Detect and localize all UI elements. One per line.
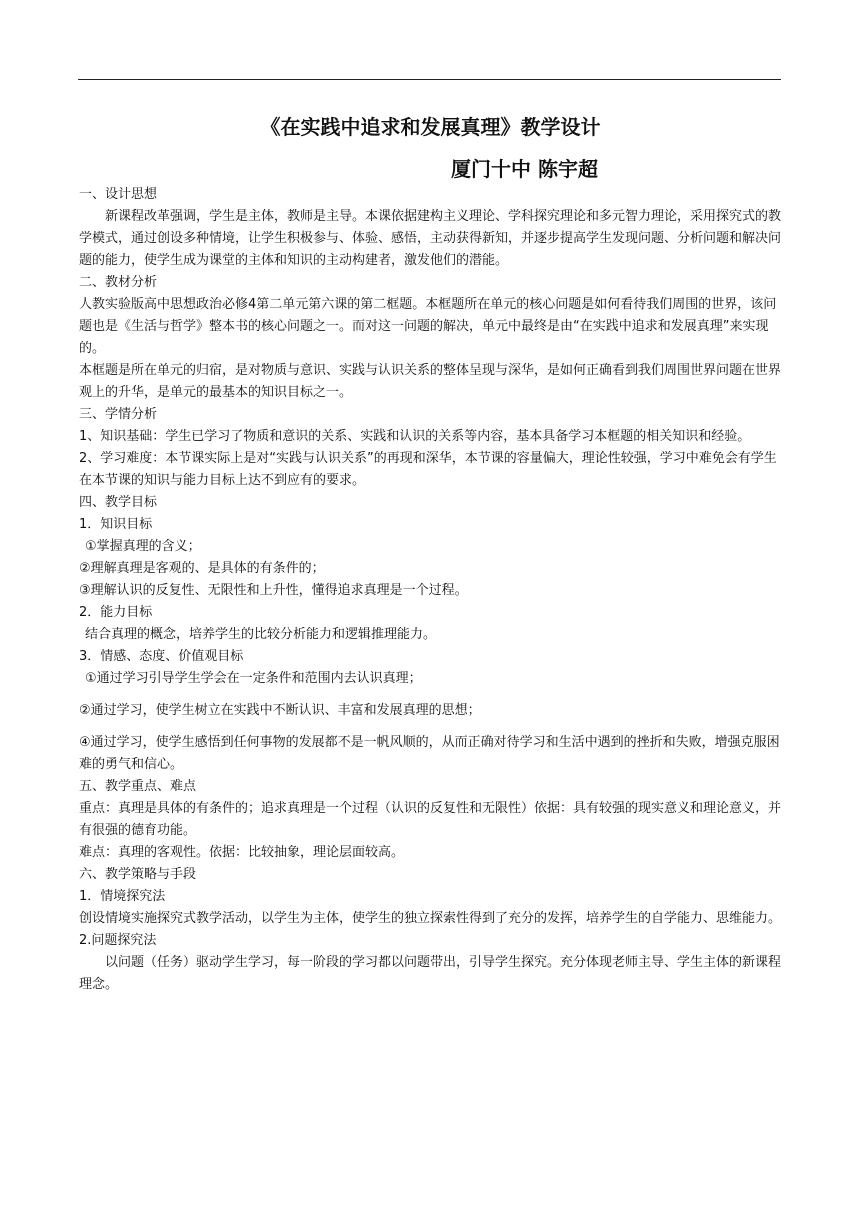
header-rule <box>78 79 781 80</box>
list-item: ②通过学习，使学生树立在实践中不断认识、丰富和发展真理的思想； <box>79 703 481 718</box>
list-item: ④通过学习，使学生感悟到任何事物的发展都不是一帆风顺的，从而正确对待学习和生活中遇到的挫折和失败，增强克服困难的勇气和信心。 <box>79 735 780 772</box>
paragraph: 人教实验版高中思想政治必修4第二单元第六课的第二框题。本框题所在单元的核心问题是如何看待我们周围的世界，该问题也是《生活与哲学》整本书的核心问题之一。而对这一问题的解决，单元中最终是由“在实践中追求和发展真理”来实现的。 <box>79 297 777 356</box>
paragraph: 难点：真理的客观性。依据：比较抽象，理论层面较高。 <box>79 845 405 860</box>
list-item: ①掌握真理的含义； <box>85 539 201 554</box>
list-item: ①通过学习引导学生学会在一定条件和范围内去认识真理； <box>85 671 422 686</box>
section-heading: 六、教学策略与手段 <box>79 867 197 882</box>
document-title: 《在实践中追求和发展真理》教学设计 <box>260 115 601 139</box>
paragraph: 1、知识基础：学生已学习了物质和意识的关系、实践和认识的关系等内容，基本具备学习本框题的相关知识和经验。 <box>79 429 751 444</box>
paragraph: 2、学习难度：本节课实际上是对“实践与认识关系”的再现和深华，本节课的容量偏大，理论性较强，学习中难免会有学生在本节课的知识与能力目标上达不到应有的要求。 <box>79 451 777 488</box>
subsection-heading: 1．知识目标 <box>79 517 153 532</box>
subsection-heading: 3．情感、态度、价值观目标 <box>79 649 244 664</box>
list-item: ②理解真理是客观的、是具体的有条件的； <box>79 561 325 576</box>
paragraph: 本框题是所在单元的归宿，是对物质与意识、实践与认识关系的整体呈现与深华，是如何正确看到我们周围世界问题在世界观上的升华，是单元的最基本的知识目标之一。 <box>79 363 782 400</box>
paragraph: 结合真理的概念，培养学生的比较分析能力和逻辑推理能力。 <box>85 627 437 642</box>
paragraph: 创设情境实施探究式教学活动，以学生为主体，使学生的独立探索性得到了充分的发挥，培养学生的自学能力、思维能力。 <box>79 911 782 926</box>
subsection-heading: 1．情境探究法 <box>79 889 166 904</box>
paragraph: 以问题（任务）驱动学生学习，每一阶段的学习都以问题带出，引导学生探究。充分体现老师主导、学生主体的新课程理念。 <box>79 955 782 992</box>
section-heading: 二、教材分析 <box>79 275 158 290</box>
paragraph: 重点：真理是具体的有条件的；追求真理是一个过程（认识的反复性和无限性）依据：具有较强的现实意义和理论意义，并有很强的德育功能。 <box>79 801 782 838</box>
paragraph: 新课程改革强调，学生是主体，教师是主导。本课依据建构主义理论、学科探究理论和多元智力理论，采用探究式的教学模式，通过创设多种情境，让学生积极参与、体验、感悟，主动获得新知，并逐步提高学生发现问题、分析问题和解决问题的能力，使学生成为课堂的主体和知识的主动构建者，激发他们的潜能。 <box>79 209 782 268</box>
subsection-heading: 2.问题探究法 <box>79 933 157 948</box>
section-heading: 四、教学目标 <box>79 495 158 510</box>
list-item: ③理解认识的反复性、无限性和上升性，懂得追求真理是一个过程。 <box>79 583 468 598</box>
document-body <box>79 112 782 996</box>
subsection-heading: 2．能力目标 <box>79 605 153 620</box>
section-heading: 三、学情分析 <box>79 407 158 422</box>
section-heading: 一、设计思想 <box>79 187 158 202</box>
section-heading: 五、教学重点、难点 <box>79 779 197 794</box>
document-author: 厦门十中 陈宇超 <box>451 157 598 181</box>
